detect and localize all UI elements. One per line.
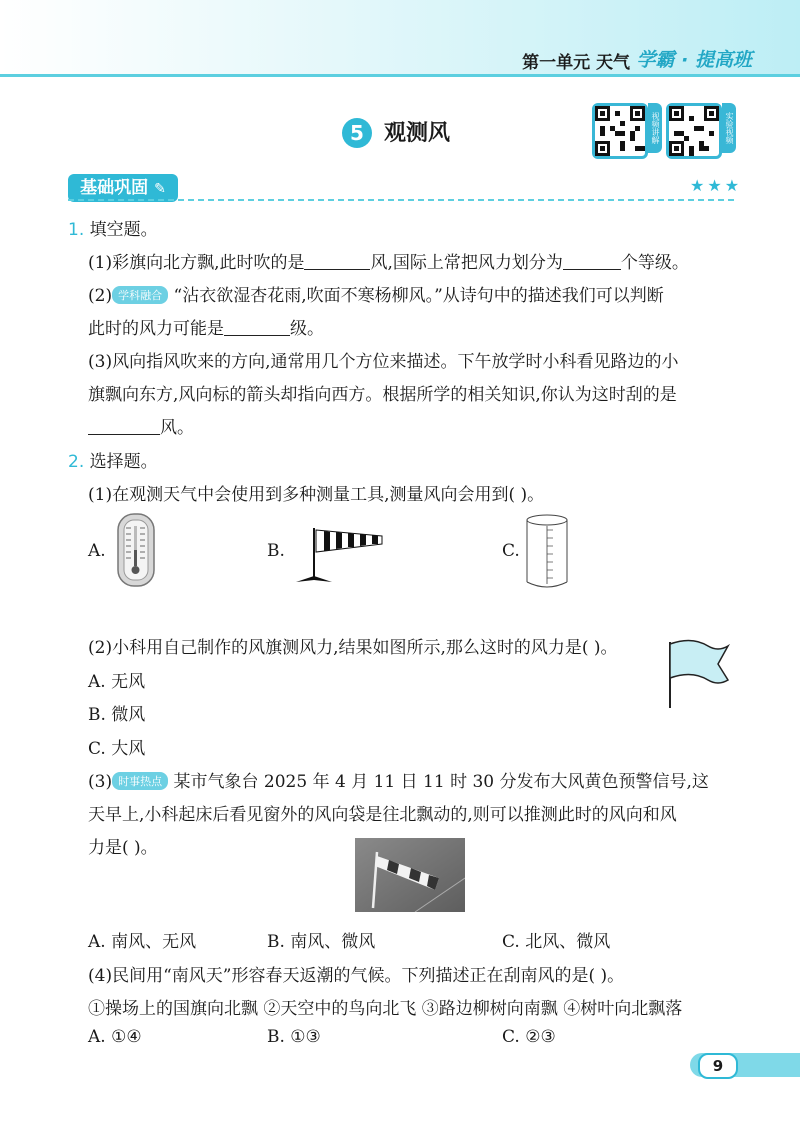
text: 此时的风力可能是 <box>88 319 224 339</box>
header-rule <box>0 74 800 77</box>
text: 某市气象台 2025 年 4 月 11 日 11 时 30 分发布大风黄色预警信号,这 <box>173 772 709 792</box>
text: 级。 <box>290 319 324 339</box>
option-c[interactable]: C. ②③ <box>502 1027 556 1047</box>
wind-flag-icon <box>662 638 732 710</box>
option-a[interactable]: A. 南风、无风 <box>88 932 197 952</box>
question-2-sub-4: (4)民间用“南风天”形容春天返潮的气候。下列描述正在刮南风的是( )。 <box>88 966 625 986</box>
lesson-number-badge: 5 <box>342 118 372 148</box>
question-2-title <box>68 447 158 472</box>
option-b[interactable]: B. ①③ <box>267 1027 321 1047</box>
qr-code-video[interactable] <box>592 103 662 159</box>
brand-logo: 学霸 · 提高班 <box>636 49 752 71</box>
subject-tag: 学科融合 <box>112 286 168 304</box>
difficulty-stars: ★★★ <box>690 176 743 195</box>
unit-label: 第一单元 天气 <box>522 53 630 73</box>
option-a-label[interactable]: A. <box>88 541 106 561</box>
section-title-text: 基础巩固 <box>80 178 149 198</box>
question-number: 1. <box>68 220 85 240</box>
question-number: 2. <box>68 452 85 472</box>
question-2-sub-3-end: 力是( )。 <box>88 838 158 858</box>
question-1-part-1 <box>88 248 689 273</box>
text: “沾衣欲湿杏花雨,吹面不寒杨柳风。”从诗句中的描述我们可以判断 <box>173 286 664 306</box>
text: (1)彩旗向北方飘,此时吹的是 <box>88 253 305 273</box>
windsock-photo <box>355 838 465 912</box>
windsock-icon <box>290 524 390 586</box>
qr-pattern-icon <box>595 106 645 156</box>
question-2-sub-3-cont: 天早上,小科起床后看见窗外的风向袋是往北飘动的,则可以推测此时的风向和风 <box>88 805 677 825</box>
question-title: 填空题。 <box>89 220 158 240</box>
question-2-sub-1: (1)在观测天气中会使用到多种测量工具,测量风向会用到( )。 <box>88 485 545 505</box>
answer-blank[interactable] <box>563 253 621 270</box>
qr-code-image <box>592 103 648 159</box>
question-1-part-3-end <box>88 413 194 438</box>
lesson-title: 观测风 <box>384 121 451 146</box>
option-a[interactable]: A. ①④ <box>88 1027 142 1047</box>
question-1-title <box>68 215 158 240</box>
option-b[interactable]: B. 微风 <box>88 705 146 725</box>
question-title: 选择题。 <box>89 452 158 472</box>
option-c[interactable]: C. 大风 <box>88 739 146 759</box>
text: 风。 <box>160 418 194 438</box>
text: 风,国际上常把风力划分为 <box>370 253 563 273</box>
answer-blank[interactable] <box>224 319 290 336</box>
question-2-sub-4-items: ①操场上的国旗向北飘 ②天空中的鸟向北飞 ③路边柳树向南飘 ④树叶向北飘落 <box>88 999 683 1019</box>
qr-pattern-icon <box>669 106 719 156</box>
question-1-part-2 <box>88 281 664 306</box>
pencil-icon: ✎ <box>154 181 166 197</box>
qr-code-image <box>666 103 722 159</box>
question-2-sub-3 <box>88 767 709 792</box>
question-1-part-3-cont: 旗飘向东方,风向标的箭头却指向西方。根据所学的相关知识,你认为这时刮的是 <box>88 385 677 405</box>
question-2-sub-2: (2)小科用自己制作的风旗测风力,结果如图所示,那么这时的风力是( )。 <box>88 638 618 658</box>
question-1-part-2-cont <box>88 314 324 339</box>
answer-blank[interactable] <box>304 253 370 270</box>
section-title <box>68 174 178 202</box>
page-number: 9 <box>698 1053 738 1079</box>
qr-side-label: 实验视频 <box>722 103 736 153</box>
option-b[interactable]: B. 南风、微风 <box>267 932 376 952</box>
section-divider <box>68 199 734 201</box>
text: (2) <box>88 286 113 306</box>
option-b-label[interactable]: B. <box>267 541 285 561</box>
answer-blank[interactable] <box>88 418 160 435</box>
qr-code-experiment[interactable] <box>666 103 736 159</box>
text: (3) <box>88 772 113 792</box>
rain-gauge-icon <box>523 512 571 592</box>
thermometer-icon <box>116 512 156 588</box>
text: 个等级。 <box>620 253 689 273</box>
qr-side-label: 视频讲解 <box>648 103 662 153</box>
current-events-tag: 时事热点 <box>112 772 168 790</box>
option-c-label[interactable]: C. <box>502 541 520 561</box>
option-a[interactable]: A. 无风 <box>88 672 146 692</box>
option-c[interactable]: C. 北风、微风 <box>502 932 611 952</box>
question-1-part-3: (3)风向指风吹来的方向,通常用几个方位来描述。下午放学时小科看见路边的小 <box>88 352 679 372</box>
